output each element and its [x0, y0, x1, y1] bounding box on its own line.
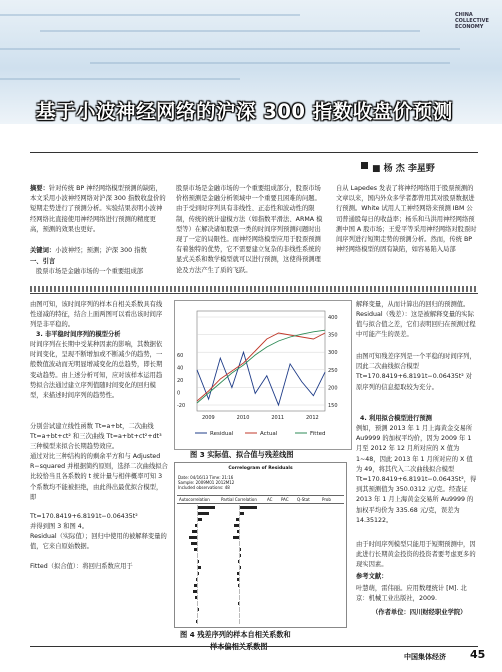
intro-text: 股票市场是金融市场的一个重要组成部分，股票市场价格预测是金融分析领域中一个重要且困难的问题。由于受到时序列具有非线性、正态性和波动性的限制，传统的统计建模方法（如指数平滑法、ARMA 模型等）在解决诸如股票一类的时间序列预测问题时出现了一定的局限性。而神经网络模型应用于股票预测有着独特的优势，它不需要建立复杂的非线性系统的显式关系和数学模型就可以进行预测，这使得预测理论及方法产生了质的飞跃。	[176, 185, 323, 274]
line-chart	[175, 301, 351, 449]
correlogram-axis	[197, 505, 198, 510]
correlogram-axis	[197, 601, 198, 606]
article-title: 基于小波神经网络的沪深 300 指数收盘价预测	[36, 100, 453, 123]
correlogram-axis	[239, 583, 240, 588]
correlogram-axis	[239, 619, 240, 624]
body-text: 由图可知残差序列是一个平稳的时间序列，因此二次曲线拟合模型 Tt=170.8419+6.8191t−0.06435t² 对原序列的信息提取较为充分。	[356, 353, 476, 391]
correlogram-axis	[239, 559, 240, 564]
body-text: 分别尝试建立线性函数 Tt=a+bt，二次曲线 Tt=a+bt+ct² 和三次曲线 Tt=a+bt+ct²+dt³ 三种模型来拟合长期趋势效应。	[30, 423, 164, 451]
correlogram-title: Correlogram of Residuals	[228, 466, 293, 471]
decor-streak	[0, 14, 300, 16]
decor-streak	[40, 30, 420, 32]
figure-4-caption: 图 4 残差序列的样本自相关系数和	[180, 630, 291, 639]
abstract: 摘要：针对传统 BP 神经网络模型预测的缺陷，本文采用小波神经网络对沪深 300 指数收盘价的短期走势进行了预测分析。实验结果表明小波神经网络比直接使用神经网络进行预测的精度更高，预测的效果也更好。	[30, 185, 166, 233]
correlogram-row	[177, 601, 344, 606]
x-tick-label: 2012	[306, 415, 319, 421]
y-left-tick-label: -20	[177, 403, 186, 409]
correlogram-axis	[239, 601, 240, 606]
y-right-tick-label: 400	[328, 315, 338, 321]
correlogram-axis	[197, 619, 198, 624]
section-divider	[30, 286, 478, 292]
correlogram-axis	[197, 583, 198, 588]
correlogram-columns: Autocorrelation Partial Correlation AC PAC Q-Stat Prob	[177, 495, 344, 504]
authors: ■ 杨 杰 李星野	[372, 164, 435, 174]
y-left-tick-label: 0	[177, 390, 181, 397]
decor-streak	[0, 78, 240, 80]
correlogram-row	[177, 565, 344, 570]
reference-1: 叶慧萌，雷伟丽。应用数理统计 [M]. 北京：机械工业出版社，2009.	[356, 585, 467, 603]
correlogram-bar	[239, 506, 257, 509]
journal-footer: 中国集体经济	[404, 653, 446, 661]
section-heading-intro: 一、引言	[30, 258, 56, 265]
series-line-actual	[197, 333, 325, 401]
correlogram-row	[177, 577, 344, 582]
series-line-residual	[197, 352, 325, 405]
section-divider-line	[30, 293, 478, 294]
y-right-tick-label: 250	[328, 367, 338, 374]
subheading-4: 4. 利用拟合模型进行预测	[360, 415, 432, 422]
plot-frame	[197, 311, 325, 411]
correlogram-row	[177, 511, 344, 516]
correlogram-axis	[239, 535, 240, 540]
correlogram-row	[177, 541, 344, 546]
decor-streak	[0, 48, 460, 50]
correlogram-axis	[197, 535, 198, 540]
correlogram-row	[177, 517, 344, 522]
x-tick-label: 2010	[236, 415, 250, 421]
correlogram-axis	[239, 577, 240, 582]
correlogram-axis	[239, 595, 240, 600]
series-line-fitted	[197, 330, 325, 403]
body-text: 并得到图 3 和图 4。	[30, 523, 89, 530]
correlogram-axis	[239, 553, 240, 558]
y-right-tick-label: 150	[328, 403, 338, 409]
legend-label: Actual	[260, 431, 278, 437]
correlogram-axis	[197, 541, 198, 546]
y-left-tick-label: 40	[177, 365, 184, 372]
correlogram-row	[177, 607, 344, 612]
correlogram-row	[177, 505, 344, 510]
correlogram-axis	[239, 541, 240, 546]
formula: Tt=170.8419+6.8191t−0.06435t²	[30, 513, 138, 520]
y-right-tick-label: 350	[328, 332, 338, 339]
correlogram-bar	[197, 506, 215, 509]
correlogram-row	[177, 589, 344, 594]
correlogram-axis	[239, 547, 240, 552]
correlogram-axis	[239, 505, 240, 510]
correlogram-axis	[197, 547, 198, 552]
correlogram-axis	[239, 571, 240, 576]
legend-label: Residual	[210, 431, 234, 437]
author-marker	[361, 162, 368, 169]
correlogram-axis	[197, 613, 198, 618]
footer-rule	[30, 646, 478, 647]
correlogram-axis	[239, 565, 240, 570]
author-affiliation: （作者单位：四川财经职业学院）	[372, 609, 467, 616]
correlogram-axis	[239, 523, 240, 528]
decor-streak	[90, 62, 450, 64]
body-text: 时间序列在长期中受某种因素的影响，其数据依时间变化，呈现不断增加或不断减少的趋势，一般数值波动而无明显增减变化的总趋势，即长期变动趋势。由上述分析可知，应对该样本运用趋势拟合法通过建立序列值随时间变化的回归模型，来描述时间序列的趋势性。	[30, 341, 163, 400]
correlogram-axis	[239, 613, 240, 618]
x-tick-label: 2011	[271, 415, 285, 421]
correlogram-row	[177, 571, 344, 576]
subheading-3: 3. 非平稳时间序列的模型分析	[36, 331, 121, 338]
correlogram-bar	[189, 536, 197, 539]
page-number: 45	[470, 648, 486, 661]
correlogram-axis	[197, 577, 198, 582]
correlogram-row	[177, 529, 344, 534]
body-text: 通过对比三种结构的的剩余平方和与 Adjusted R−squared 并根据简约原则，选择二次曲线拟合比较恰当且各系数的 t 统计量与相伴概率可知 3 个系数均不能被拒绝，由此得出最优拟合模型，即	[30, 453, 168, 501]
references-heading: 参考文献：	[356, 573, 388, 580]
body-text: Residual（实际值）；回归中使用的被解释变量的值，它来自原始数据。	[30, 533, 167, 551]
body-text: 例如，预测 2013 年 1 月上海黄金交易所 Au9999 的加权平均价，因为 2009 年 1 月至 2012 年 12 月所对应的 X 值为 1~48，因此 2013 年 1 月所对应的 X 值为 49，将其代入二次曲线拟合模型 Tt=170.8419+6.8191t−0.06435t²，得到其预测值为 350.0312 元/克。经查证 2013 年 1 月上海黄金交易所 Au9999 的加权平均价为 335.68 元/克，误差为 14.35122。	[356, 425, 477, 524]
title-rule	[30, 152, 478, 153]
correlogram-axis	[197, 571, 198, 576]
body-text: Fitted（拟合值）：将回归系数应用于	[30, 563, 133, 570]
correlogram-row	[177, 619, 344, 624]
figure-4-correlogram	[174, 462, 347, 628]
correlogram-row	[177, 553, 344, 558]
figure-3-chart	[174, 300, 352, 450]
correlogram-bar	[197, 512, 209, 515]
correlogram-axis	[239, 589, 240, 594]
correlogram-axis	[239, 529, 240, 534]
y-right-tick-label: 300	[328, 350, 338, 357]
correlogram-axis	[239, 607, 240, 612]
intro-text-col3: 自从 Lapedes 发表了将神经网络用于股票预测的文章以来，国内外众多学者都曾用其对股票数据进行预测。White 试用人工神经网络来预测 IBM 公司普通股每日的收益率；杨乐和马洪用神经网络预测中国 A 股市场；王爱平等采用神经网络对股票时间序列进行短期走势的预测分析。然而，传统 BP 神经网络模型的固有缺陷，如容易陷入局部	[336, 185, 477, 254]
correlogram-axis	[197, 559, 198, 564]
body-text: Residual（残差）：这是被解释变量的实际值与拟合值之差，它们表明回归在预测过程中可能产生的误差。	[356, 311, 476, 339]
y-left-tick-label: 60	[177, 353, 184, 359]
correlogram-row	[177, 595, 344, 600]
figure-4-caption-2	[210, 642, 268, 652]
y-left-tick-label: 20	[177, 378, 184, 384]
x-tick-label: 2009	[202, 415, 215, 421]
correlogram-row	[177, 535, 344, 540]
correlogram-axis	[197, 517, 198, 522]
correlogram-axis	[197, 565, 198, 570]
correlogram-row	[177, 523, 344, 528]
correlogram-axis	[239, 517, 240, 522]
correlogram-axis	[197, 595, 198, 600]
intro-text-start: 股票市场是金融市场的一个重要组成部	[36, 268, 144, 275]
correlogram-row	[177, 547, 344, 552]
figure-3-caption: 图 3 实际值、拟合值与残差线图	[190, 450, 294, 459]
journal-logo: CHINA COLLECTIVE ECONOMY	[455, 12, 489, 30]
correlogram-axis	[197, 607, 198, 612]
keywords: 关键词：小波神经；预测；沪深 300 指数	[30, 247, 147, 254]
correlogram-axis	[197, 553, 198, 558]
correlogram-row	[177, 613, 344, 618]
correlogram-row	[177, 583, 344, 588]
body-text: 由于时间序列模型只能用于短期预测中，因此进行长期黄金投资的投资者要考虑更多的现实因素。	[356, 541, 476, 569]
correlogram-row	[177, 559, 344, 564]
y-right-tick-label: 200	[328, 385, 338, 392]
legend-label: Fitted	[310, 431, 326, 437]
correlogram-axis	[239, 511, 240, 516]
correlogram-axis	[197, 589, 198, 594]
correlogram-header: Date: 04/16/13 Time: 21:16 Sample: 2009M01 2012M12 Included observations: 48	[178, 475, 235, 490]
correlogram-axis	[197, 529, 198, 534]
body-text: 由图可知，该时间序列的样本自相关系数具有线性递减的特征，结合上面两图可以看出该时间序列是非平稳的。	[30, 301, 163, 329]
correlogram-axis	[197, 523, 198, 528]
body-text: 解释变量，从而计算出的回归的预测值。	[356, 301, 470, 308]
correlogram-axis	[197, 511, 198, 516]
